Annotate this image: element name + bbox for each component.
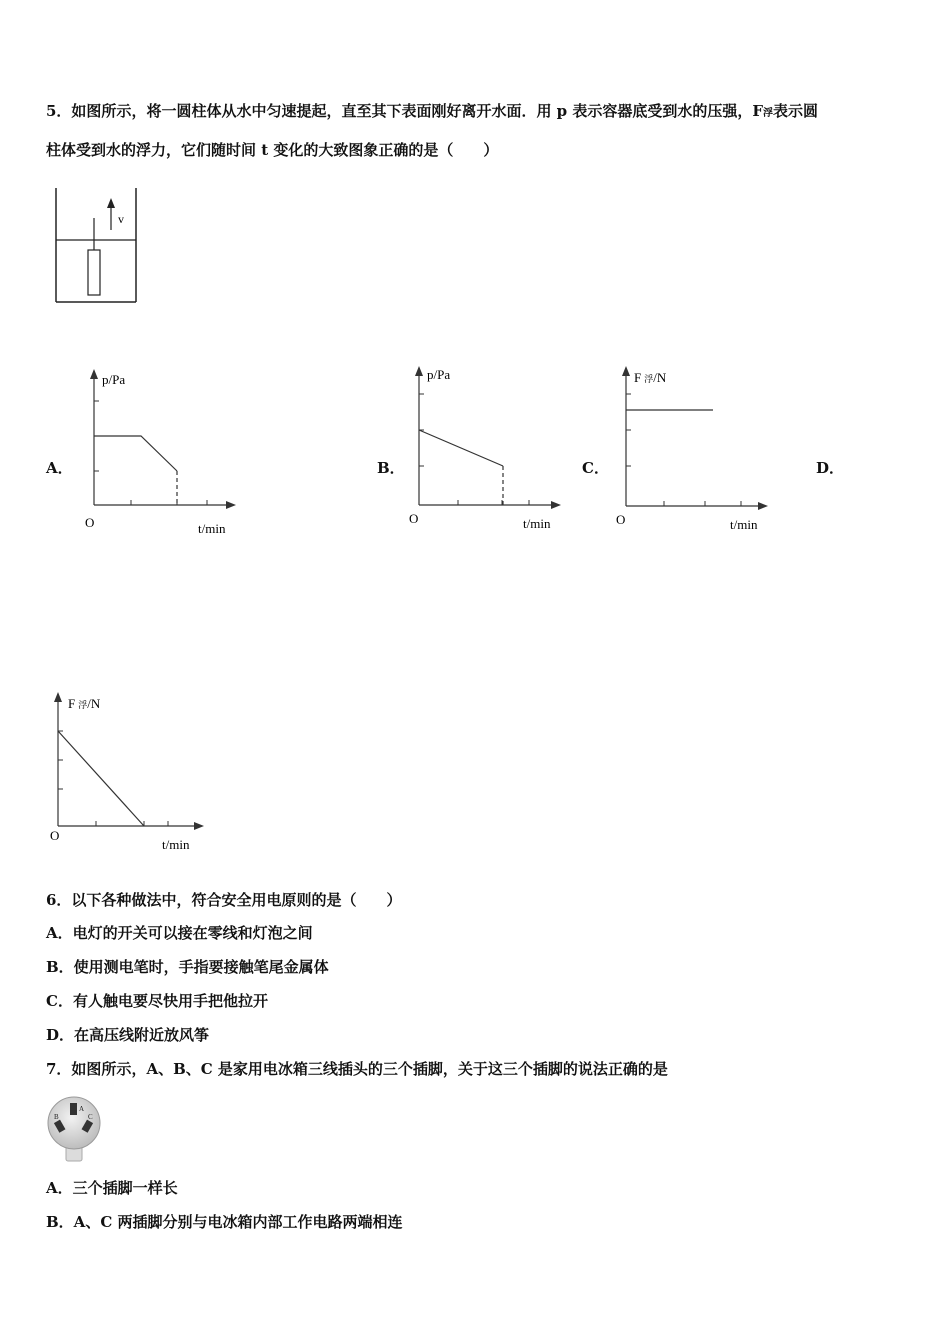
option-c-label: C． <box>582 459 609 477</box>
q6-option-a: A．电灯的开关可以接在零线和灯泡之间 <box>46 924 313 942</box>
plug-label-b: B <box>54 1113 59 1121</box>
q5-buoyancy-subscript: 浮 <box>763 108 774 119</box>
graph-b-xlabel: t/min <box>523 516 551 531</box>
q5-stem-line2: 柱体受到水的浮力，它们随时间 t 变化的大致图象正确的是（ ） <box>46 141 499 159</box>
option-d-label: D． <box>816 459 845 477</box>
graph-d-ylabel: F 浮/N <box>68 696 101 711</box>
graph-d <box>44 688 209 858</box>
q7-stem: 7．如图所示，A、B、C 是家用电冰箱三线插头的三个插脚，关于这三个插脚的说法正确的是 <box>46 1060 668 1078</box>
q6-option-b: B．使用测电笔时，手指要接触笔尾金属体 <box>46 958 329 976</box>
q5-stem-line1: 5．如图所示，将一圆柱体从水中匀速提起，直至其下表面刚好离开水面．用 p 表示容器底受到水的压强，F浮表示圆 <box>46 102 819 120</box>
graph-c-xlabel: t/min <box>730 517 758 532</box>
graph-a-ylabel: p/Pa <box>102 372 126 387</box>
graph-b-ylabel: p/Pa <box>427 367 451 382</box>
velocity-label: v <box>118 212 124 226</box>
pin-a <box>70 1103 77 1115</box>
three-pin-plug-image <box>44 1093 106 1165</box>
graph-a-xlabel: t/min <box>198 521 226 536</box>
option-a-label: A． <box>46 459 73 477</box>
plug-label-a: A <box>79 1105 85 1113</box>
q6-option-c: C．有人触电要尽快用手把他拉开 <box>46 992 268 1010</box>
graph-d-origin: O <box>50 828 60 843</box>
graph-b <box>405 362 565 537</box>
q7-option-a: A．三个插脚一样长 <box>46 1179 178 1197</box>
container-diagram <box>50 186 145 308</box>
q6-option-d: D．在高压线附近放风筝 <box>46 1026 210 1044</box>
graph-b-curve <box>419 430 503 466</box>
graph-b-origin: O <box>409 511 419 526</box>
cylinder <box>88 250 100 295</box>
option-b-label: B． <box>377 459 405 477</box>
graph-d-curve <box>58 731 144 826</box>
graph-c <box>612 362 772 537</box>
graph-c-ylabel: F 浮/N <box>634 370 667 385</box>
graph-c-origin: O <box>616 512 626 527</box>
graph-a-curve <box>94 436 177 471</box>
graph-a-origin: O <box>85 515 95 530</box>
q6-stem: 6．以下各种做法中，符合安全用电原则的是（ ） <box>46 891 402 909</box>
q7-option-b: B．A、C 两插脚分别与电冰箱内部工作电路两端相连 <box>46 1213 403 1231</box>
plug-label-c: C <box>88 1113 93 1121</box>
graph-a <box>80 365 240 540</box>
graph-d-xlabel: t/min <box>162 837 190 852</box>
